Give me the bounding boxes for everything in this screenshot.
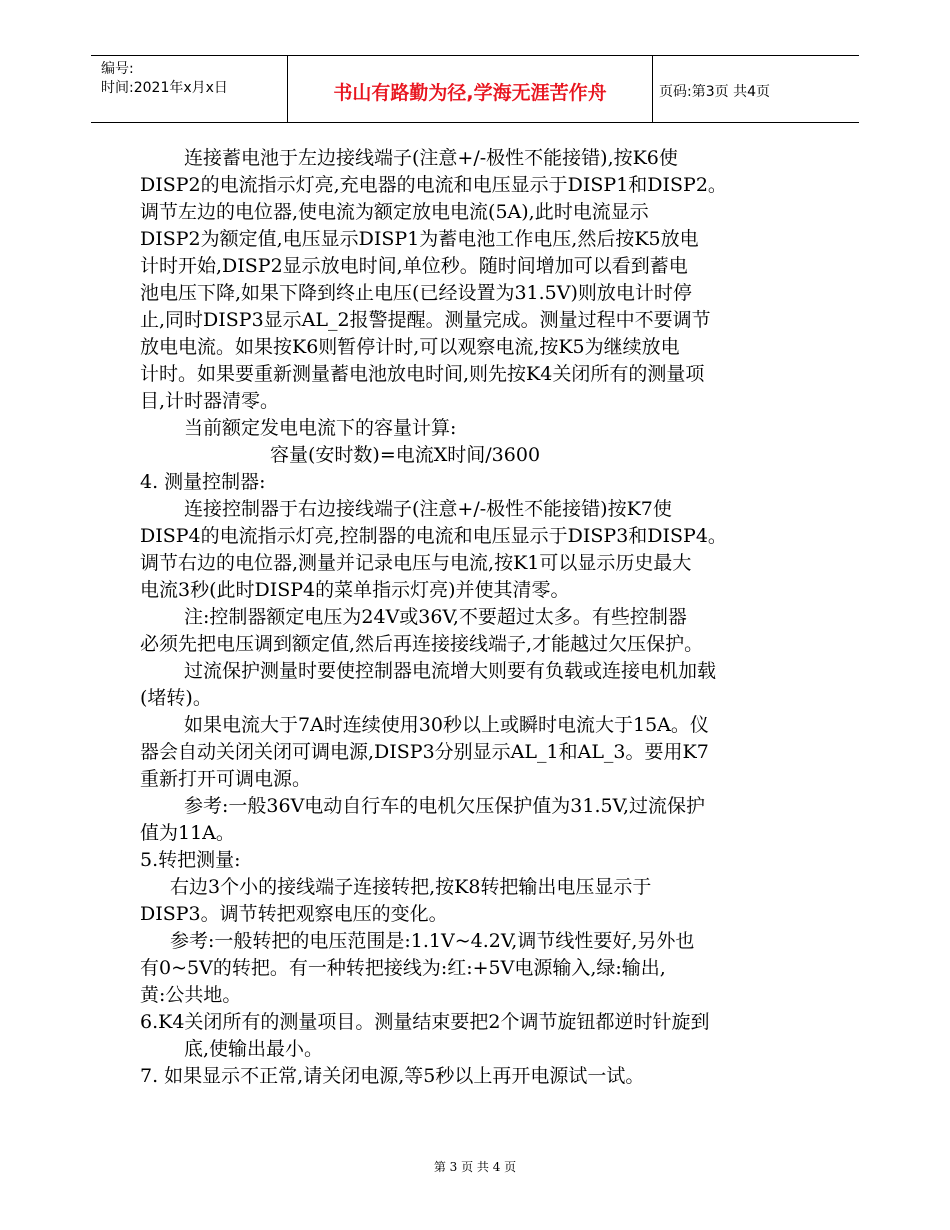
text-line: 电流3秒(此时DISP4的菜单指示灯亮)并使其清零。 bbox=[140, 579, 570, 601]
formula-line: 容量(安时数)=电流X时间/3600 bbox=[270, 444, 541, 466]
doc-number-label: 编号: bbox=[101, 61, 134, 77]
header-right-cell bbox=[653, 56, 859, 122]
section-heading: 5.转把测量: bbox=[140, 849, 241, 871]
text-line: 注:控制器额定电压为24V或36V,不要超过太多。有些控制器 bbox=[184, 606, 687, 628]
page-footer: 第 3 页 共 4 页 bbox=[433, 1160, 517, 1174]
date-label: 时间:2021年x月x日 bbox=[101, 80, 228, 96]
text-line: 调节左边的电位器,使电流为额定放电电流(5A),此时电流显示 bbox=[140, 201, 649, 223]
text-line: 重新打开可调电源。 bbox=[140, 768, 312, 790]
section-heading: 4. 测量控制器: bbox=[140, 471, 266, 493]
text-line: (堵转)。 bbox=[140, 687, 212, 709]
text-line: 调节右边的电位器,测量并记录电压与电流,按K1可以显示历史最大 bbox=[140, 552, 692, 574]
text-line: 当前额定发电电流下的容量计算: bbox=[184, 417, 457, 439]
text-line: 参考:一般转把的电压范围是:1.1V~4.2V,调节线性要好,另外也 bbox=[170, 930, 695, 952]
text-line: 计时。如果要重新测量蓄电池放电时间,则先按K4关闭所有的测量项 bbox=[140, 363, 705, 385]
header-left-cell bbox=[91, 56, 287, 122]
text-line: 6.K4关闭所有的测量项目。测量结束要把2个调节旋钮都逆时针旋到 bbox=[140, 1011, 710, 1033]
page-info: 页码:第3页 共4页 bbox=[659, 84, 770, 100]
text-line: 目,计时器清零。 bbox=[140, 390, 280, 412]
text-line: 止,同时DISP3显示AL_2报警提醒。测量完成。测量过程中不要调节 bbox=[140, 309, 711, 331]
text-line: DISP2的电流指示灯亮,充电器的电流和电压显示于DISP1和DISP2。 bbox=[140, 174, 727, 196]
text-line: DISP4的电流指示灯亮,控制器的电流和电压显示于DISP3和DISP4。 bbox=[140, 525, 727, 547]
text-line: 放电电流。如果按K6则暂停计时,可以观察电流,按K5为继续放电 bbox=[140, 336, 680, 358]
header-center-cell bbox=[287, 56, 653, 122]
text-line: 必须先把电压调到额定值,然后再连接接线端子,才能越过欠压保护。 bbox=[140, 633, 704, 655]
text-line: 7. 如果显示不正常,请关闭电源,等5秒以上再开电源试一试。 bbox=[140, 1065, 645, 1087]
text-line: 如果电流大于7A时连续使用30秒以上或瞬时电流大于15A。仪 bbox=[184, 714, 709, 736]
text-line: 器会自动关闭关闭可调电源,DISP3分别显示AL_1和AL_3。要用K7 bbox=[140, 741, 709, 763]
text-line: DISP2为额定值,电压显示DISP1为蓄电池工作电压,然后按K5放电 bbox=[140, 228, 699, 250]
text-line: 有0~5V的转把。有一种转把接线为:红:+5V电源输入,绿:输出, bbox=[140, 957, 666, 979]
text-line: 右边3个小的接线端子连接转把,按K8转把输出电压显示于 bbox=[170, 876, 652, 898]
motto-text: 书山有路勤为径,学海无涯苦作舟 bbox=[333, 82, 607, 104]
text-line: 底,使输出最小。 bbox=[184, 1038, 324, 1060]
text-line: 参考:一般36V电动自行车的电机欠压保护值为31.5V,过流保护 bbox=[184, 795, 706, 817]
text-line: 连接蓄电池于左边接线端子(注意+/-极性不能接错),按K6使 bbox=[184, 147, 678, 169]
text-line: 池电压下降,如果下降到终止电压(已经设置为31.5V)则放电计时停 bbox=[140, 282, 692, 304]
text-line: 过流保护测量时要使控制器电流增大则要有负载或连接电机加载 bbox=[184, 660, 717, 682]
page-header bbox=[91, 55, 859, 123]
text-line: 黄:公共地。 bbox=[140, 984, 242, 1006]
text-line: 值为11A。 bbox=[140, 822, 235, 844]
text-line: 连接控制器于右边接线端子(注意+/-极性不能接错)按K7使 bbox=[184, 498, 672, 520]
text-line: 计时开始,DISP2显示放电时间,单位秒。随时间增加可以看到蓄电 bbox=[140, 255, 688, 277]
text-line: DISP3。调节转把观察电压的变化。 bbox=[140, 903, 448, 925]
